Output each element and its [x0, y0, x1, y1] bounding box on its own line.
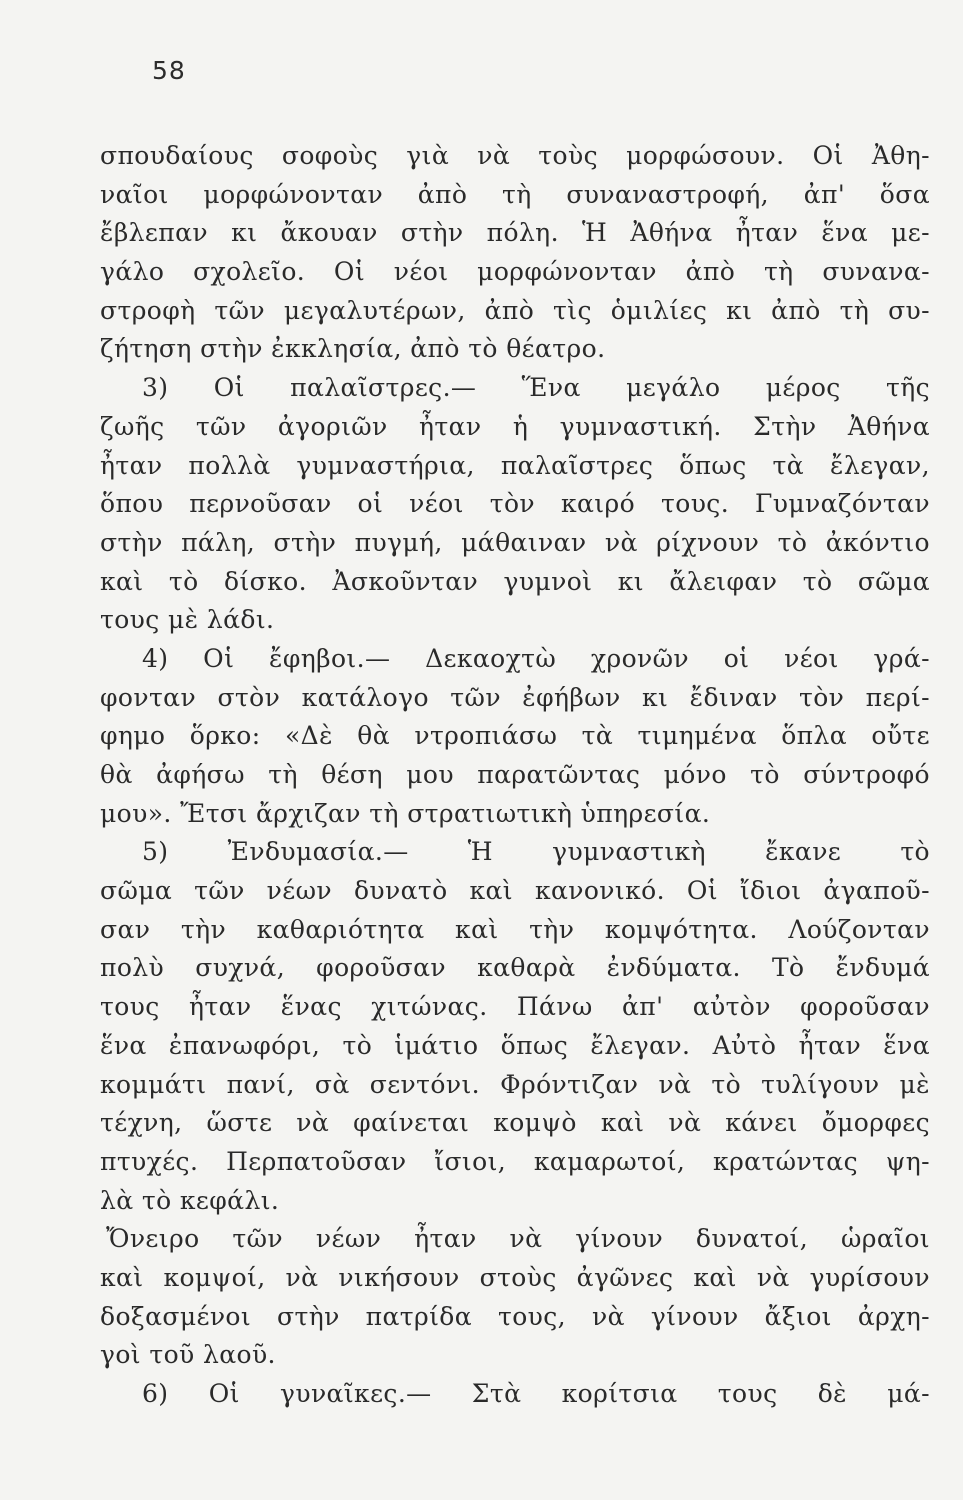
- section-heading-3: 3) Οἱ παλαῖστρες.— Ἕνα μεγάλο μέρος τῆς: [142, 373, 930, 403]
- text-line: ἦταν πολλὰ γυμναστήρια, παλαῖστρες ὅπως τὰ ἔλεγαν,: [100, 450, 930, 480]
- text-line: Ὄνειρο τῶν νέων ἦταν νὰ γίνουν δυνατοί, ὡραῖοι: [106, 1224, 930, 1254]
- text-line: πολὺ συχνά, φοροῦσαν καθαρὰ ἐνδύματα. Τὸ ἔνδυμά: [100, 953, 930, 983]
- text-line: φημο ὅρκο: «Δὲ θὰ ντροπιάσω τὰ τιμημένα ὅπλα οὔτε: [100, 721, 930, 751]
- text-line: στὴν πάλη, στὴν πυγμή, μάθαιναν νὰ ρίχνουν τὸ ἀκόντιο: [100, 527, 930, 557]
- body-text: [100, 137, 930, 1414]
- text-line: κομμάτι πανί, σὰ σεντόνι. Φρόντιζαν νὰ τὸ τυλίγουν μὲ: [100, 1069, 930, 1099]
- text-line: σῶμα τῶν νέων δυνατὸ καὶ κανονικό. Οἱ ἴδιοι ἀγαποῦ-: [100, 876, 930, 906]
- text-line: ζήτηση στὴν ἐκκλησία, ἀπὸ τὸ θέατρο.: [100, 334, 606, 364]
- section-heading-5: 5) Ἐνδυμασία.— Ἡ γυμναστικὴ ἔκανε τὸ: [142, 837, 930, 867]
- text-line: τους μὲ λάδι.: [100, 605, 275, 635]
- page-number: 58: [152, 56, 186, 85]
- text-line: στροφὴ τῶν μεγαλυτέρων, ἀπὸ τὶς ὁμιλίες κι ἀπὸ τὴ συ-: [100, 295, 930, 325]
- section-heading-6: 6) Οἱ γυναῖκες.— Στὰ κορίτσια τους δὲ μά-: [142, 1379, 930, 1408]
- section-heading-4: 4) Οἱ ἔφηβοι.— Δεκαοχτὼ χρονῶν οἱ νέοι γρά-: [142, 643, 930, 673]
- text-line: λὰ τὸ κεφάλι.: [100, 1185, 280, 1215]
- text-line: μου». Ἔτσι ἄρχιζαν τὴ στρατιωτικὴ ὑπηρεσία.: [100, 798, 711, 828]
- text-line: ἕνα ἐπανωφόρι, τὸ ἱμάτιο ὅπως ἔλεγαν. Αὐτὸ ἦταν ἕνα: [100, 1030, 930, 1060]
- text-line: φονταν στὸν κατάλογο τῶν ἐφήβων κι ἔδιναν τὸν περί-: [100, 682, 930, 712]
- text-line: τους ἦταν ἕνας χιτώνας. Πάνω ἀπ' αὐτὸν φοροῦσαν: [100, 992, 930, 1022]
- text-line: σαν τὴν καθαριότητα καὶ τὴν κομψότητα. Λούζονταν: [100, 914, 930, 944]
- text-line: ζωῆς τῶν ἀγοριῶν ἦταν ἡ γυμναστική. Στὴν Ἀθήνα: [100, 411, 930, 441]
- text-line: δοξασμένοι στὴν πατρίδα τους, νὰ γίνουν ἄξιοι ἀρχη-: [100, 1301, 930, 1331]
- text-line: γάλο σχολεῖο. Οἱ νέοι μορφώνονταν ἀπὸ τὴ συνανα-: [100, 257, 930, 287]
- text-line: πτυχές. Περπατοῦσαν ἴσιοι, καμαρωτοί, κρατώντας ψη-: [100, 1146, 930, 1176]
- text-line: γοὶ τοῦ λαοῦ.: [100, 1340, 276, 1370]
- text-line: ἔβλεπαν κι ἄκουαν στὴν πόλη. Ἡ Ἀθήνα ἦταν ἕνα με-: [100, 218, 930, 248]
- text-line: σπουδαίους σοφοὺς γιὰ νὰ τοὺς μορφώσουν. Οἱ Ἀθη-: [100, 141, 930, 170]
- text-line: ὅπου περνοῦσαν οἱ νέοι τὸν καιρό τους. Γυμναζόνταν: [100, 489, 930, 519]
- text-line: καὶ κομψοί, νὰ νικήσουν στοὺς ἀγῶνες καὶ νὰ γυρίσουν: [100, 1262, 930, 1292]
- text-line: τέχνη, ὥστε νὰ φαίνεται κομψὸ καὶ νὰ κάνει ὄμορφες: [100, 1108, 930, 1138]
- text-line: ναῖοι μορφώνονταν ἀπὸ τὴ συναναστροφή, ἀπ' ὅσα: [100, 179, 930, 209]
- text-line: θὰ ἀφήσω τὴ θέση μου παρατῶντας μόνο τὸ σύντροφό: [100, 760, 930, 789]
- text-line: καὶ τὸ δίσκο. Ἀσκοῦνταν γυμνοὶ κι ἄλειφαν τὸ σῶμα: [100, 566, 930, 596]
